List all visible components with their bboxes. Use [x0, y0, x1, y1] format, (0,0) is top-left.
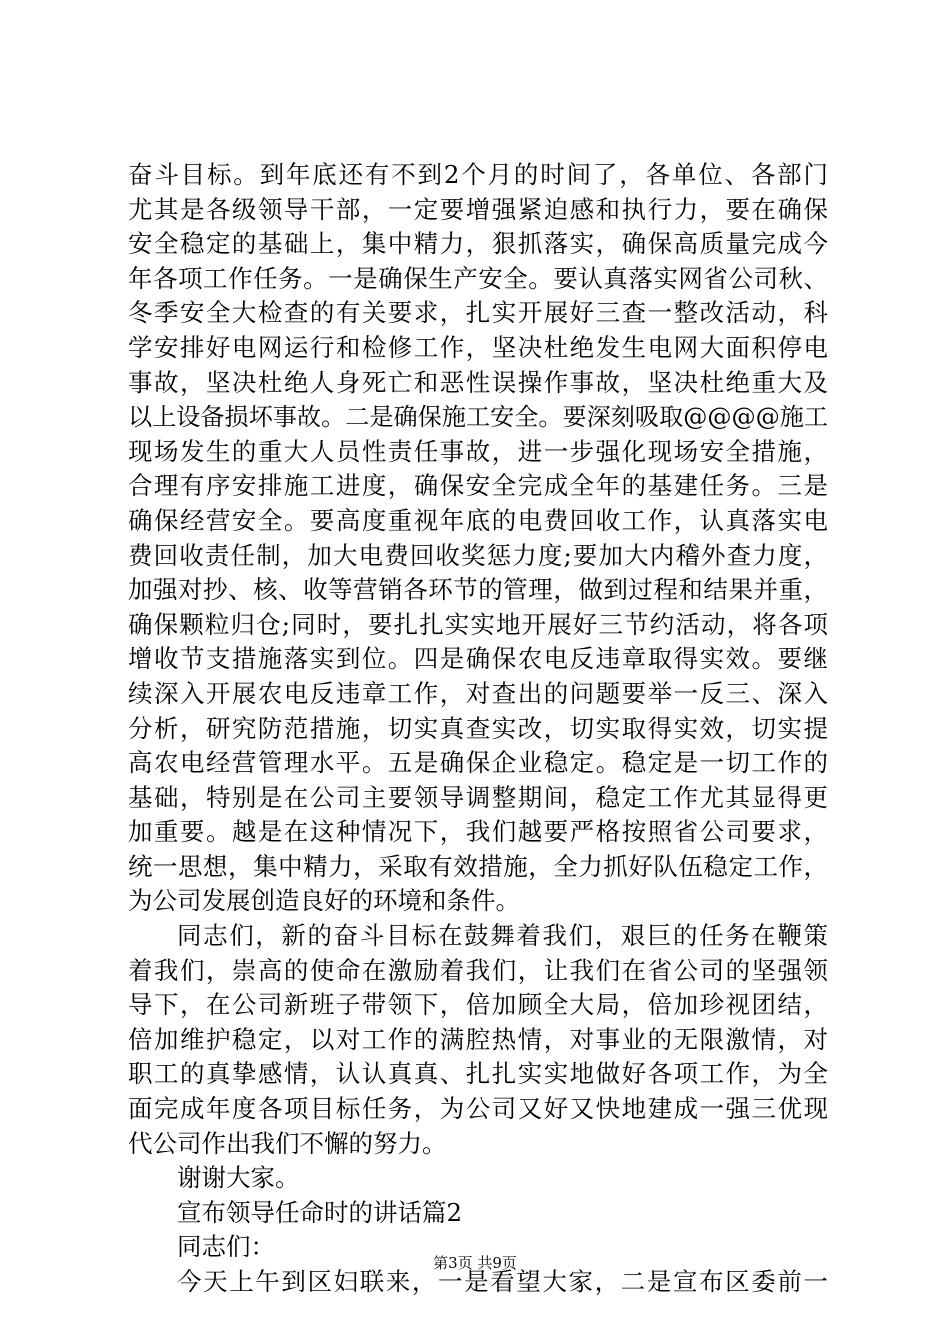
text-line: 加强对抄、核、收等营销各环节的管理，做到过程和结果并重， [128, 575, 828, 605]
text-line: 安全稳定的基础上，集中精力，狠抓落实，确保高质量完成今 [128, 229, 828, 259]
text-line: 加重要。越是在这种情况下，我们越要严格按照省公司要求， [128, 817, 828, 847]
text-line: 奋斗目标。到年底还有不到2个月的时间了，各单位、各部门 [128, 160, 828, 189]
text-line: 同志们： [177, 1232, 275, 1262]
text-line: 导下，在公司新班子带领下，倍加顾全大局，倍加珍视团结， [128, 990, 828, 1020]
body-text [128, 158, 828, 1300]
text-line: 谢谢大家。 [177, 1163, 300, 1193]
text-line: 合理有序安排施工进度，确保安全完成全年的基建任务。三是 [128, 471, 828, 501]
text-line: 以上设备损坏事故。二是确保施工安全。要深刻吸取@@@@施工 [128, 403, 828, 432]
page-footer: 第3页 共9页 [433, 1254, 517, 1272]
text-line: 今天上午到区妇联来，一是看望大家，二是宣布区委前一 [177, 1267, 828, 1296]
text-line: 倍加维护稳定，以对工作的满腔热情，对事业的无限激情，对 [128, 1024, 828, 1054]
text-line: 职工的真挚感情，认认真真、扎扎实实地做好各项工作，为全 [128, 1059, 828, 1089]
text-line: 基础，特别是在公司主要领导调整期间，稳定工作尤其显得更 [128, 782, 828, 812]
text-line: 冬季安全大检查的有关要求，扎实开展好三查一整改活动，科 [128, 298, 828, 328]
text-line: 同志们，新的奋斗目标在鼓舞着我们，艰巨的任务在鞭策 [177, 921, 828, 951]
text-line: 续深入开展农电反违章工作，对查出的问题要举一反三、深入 [128, 678, 828, 708]
text-line: 统一思想，集中精力，采取有效措施，全力抓好队伍稳定工作， [128, 851, 828, 881]
text-line: 为公司发展创造良好的环境和条件。 [128, 886, 520, 916]
text-line: 学安排好电网运行和检修工作，坚决杜绝发生电网大面积停电 [128, 332, 828, 362]
text-line: 费回收责任制，加大电费回收奖惩力度;要加大内稽外查力度， [128, 540, 828, 570]
text-line: 年各项工作任务。一是确保生产安全。要认真落实网省公司秋、 [128, 263, 828, 293]
text-line: 增收节支措施落实到位。四是确保农电反违章取得实效。要继 [128, 644, 828, 674]
text-line: 面完成年度各项目标任务，为公司又好又快地建成一强三优现 [128, 1094, 828, 1124]
text-line: 确保颗粒归仓;同时，要扎扎实实地开展好三节约活动，将各项 [128, 609, 828, 639]
text-line: 高农电经营管理水平。五是确保企业稳定。稳定是一切工作的 [128, 748, 828, 778]
text-line: 事故，坚决杜绝人身死亡和恶性误操作事故，坚决杜绝重大及 [128, 367, 828, 397]
text-line: 着我们，崇高的使命在激励着我们，让我们在省公司的坚强领 [128, 955, 828, 985]
text-line: 尤其是各级领导干部，一定要增强紧迫感和执行力，要在确保 [128, 194, 828, 224]
text-line: 确保经营安全。要高度重视年底的电费回收工作，认真落实电 [128, 505, 828, 535]
text-line: 宣布领导任命时的讲话篇2 [177, 1197, 463, 1227]
text-line: 代公司作出我们不懈的努力。 [128, 1128, 447, 1158]
text-line: 现场发生的重大人员性责任事故，进一步强化现场安全措施， [128, 436, 828, 466]
text-line: 分析，研究防范措施，切实真查实改，切实取得实效，切实提 [128, 713, 828, 743]
